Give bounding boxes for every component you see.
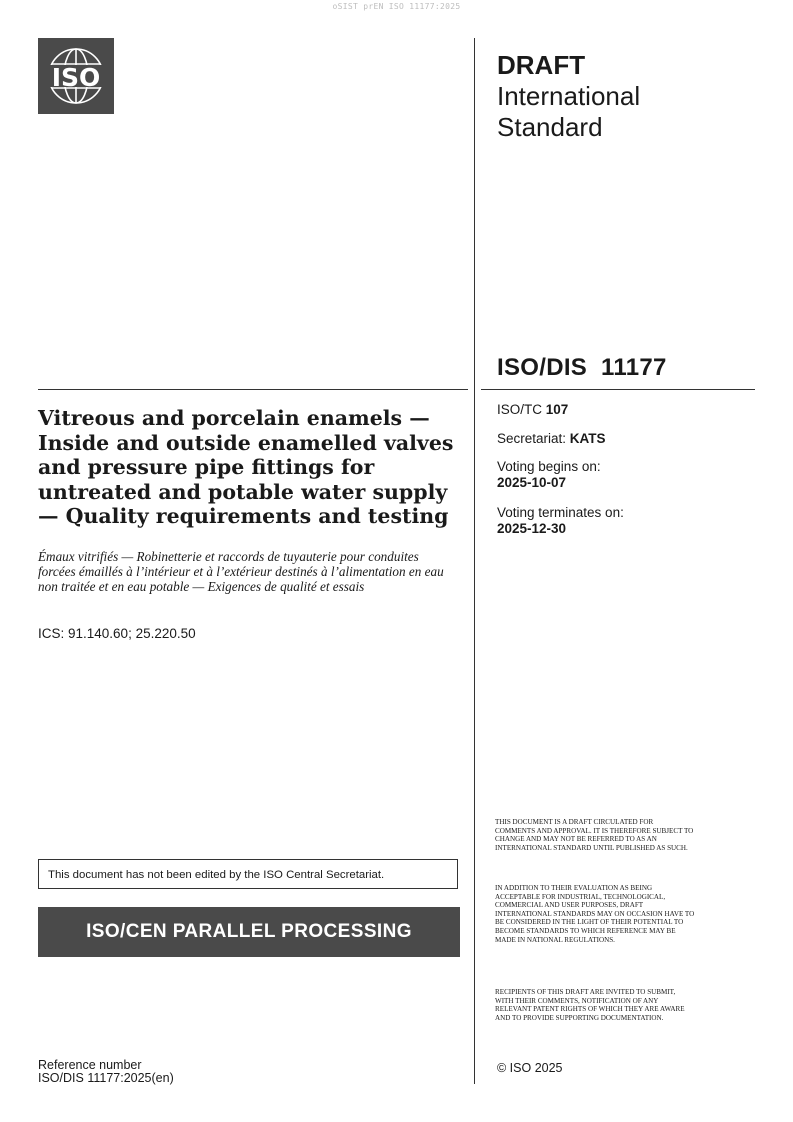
copyright: © ISO 2025 <box>497 1061 563 1075</box>
vertical-divider <box>474 38 475 1084</box>
reference-number: ISO/DIS 11177:2025(en) <box>38 1071 174 1085</box>
voting-begins <box>497 459 601 491</box>
voting-terminates-date: 2025-12-30 <box>497 521 567 536</box>
iso-globe-logo-icon <box>38 38 114 114</box>
horizontal-divider-right <box>481 389 755 390</box>
voting-terminates-label: Voting terminates on: <box>497 505 624 520</box>
watermark: oSIST prEN ISO 11177:2025 <box>332 2 461 11</box>
reference-label: Reference number <box>38 1058 142 1072</box>
editing-notice: This document has not been edited by the ISO Central Secretariat. <box>38 859 458 889</box>
voting-begins-date: 2025-10-07 <box>497 475 567 490</box>
voting-begins-label: Voting begins on: <box>497 459 601 474</box>
draft-label: DRAFT <box>497 50 586 80</box>
ics-codes: ICS: 91.140.60; 25.220.50 <box>38 626 196 641</box>
french-title: Émaux vitrifiés — Robinetterie et raccords de tuyauterie pour conduites forcées émaillés à l’intérieur et à l’extérieur destinés à l’alimentation en eau non traitée et en eau potable — Exigences de qualité et essais <box>38 549 444 595</box>
tc-label: ISO/TC <box>497 402 543 417</box>
secretariat <box>497 431 606 447</box>
document-number: ISO/DIS 11177 <box>497 354 667 381</box>
document-type-heading <box>497 50 640 143</box>
secretariat-value: KATS <box>569 431 606 446</box>
voting-terminates <box>497 505 624 537</box>
disclaimer-paragraph-3: RECIPIENTS OF THIS DRAFT ARE INVITED TO SUBMIT, WITH THEIR COMMENTS, NOTIFICATION OF ANY RELEVANT PATENT RIGHTS OF WHICH THEY ARE AWARE AND TO PROVIDE SUPPORTING DOCUMENTATION. <box>495 988 685 1022</box>
disclaimer-paragraph-2: IN ADDITION TO THEIR EVALUATION AS BEING ACCEPTABLE FOR INDUSTRIAL, TECHNOLOGICAL, COMMERCIAL AND USER PURPOSES, DRAFT INTERNATIONAL STANDARDS MAY ON OCCASION HAVE TO BE CONSIDERED IN THE LIGHT OF THEIR POTENTIAL TO BECOME STANDARDS TO WHICH REFERENCE MAY BE MADE IN NATIONAL REGULATIONS. <box>495 884 695 944</box>
disclaimer-paragraph-1: THIS DOCUMENT IS A DRAFT CIRCULATED FOR COMMENTS AND APPROVAL. IT IS THEREFORE SUBJECT TO CHANGE AND MAY NOT BE REFERRED TO AS AN INTERNATIONAL STANDARD UNTIL PUBLISHED AS SUCH. <box>495 818 694 852</box>
horizontal-divider-left <box>38 389 468 390</box>
english-title: Vitreous and porcelain enamels — Inside and outside enamelled valves and pressure pipe fittings for untreated and potable water supply — Quality requirements and testing <box>38 406 454 528</box>
logo-text: ISO <box>51 63 101 92</box>
standard-label: Standard <box>497 112 603 142</box>
technical-committee <box>497 402 568 418</box>
tc-value: 107 <box>545 402 569 417</box>
secretariat-label: Secretariat: <box>497 431 567 446</box>
parallel-processing-banner: ISO/CEN PARALLEL PROCESSING <box>38 907 460 957</box>
international-label: International <box>497 81 641 111</box>
